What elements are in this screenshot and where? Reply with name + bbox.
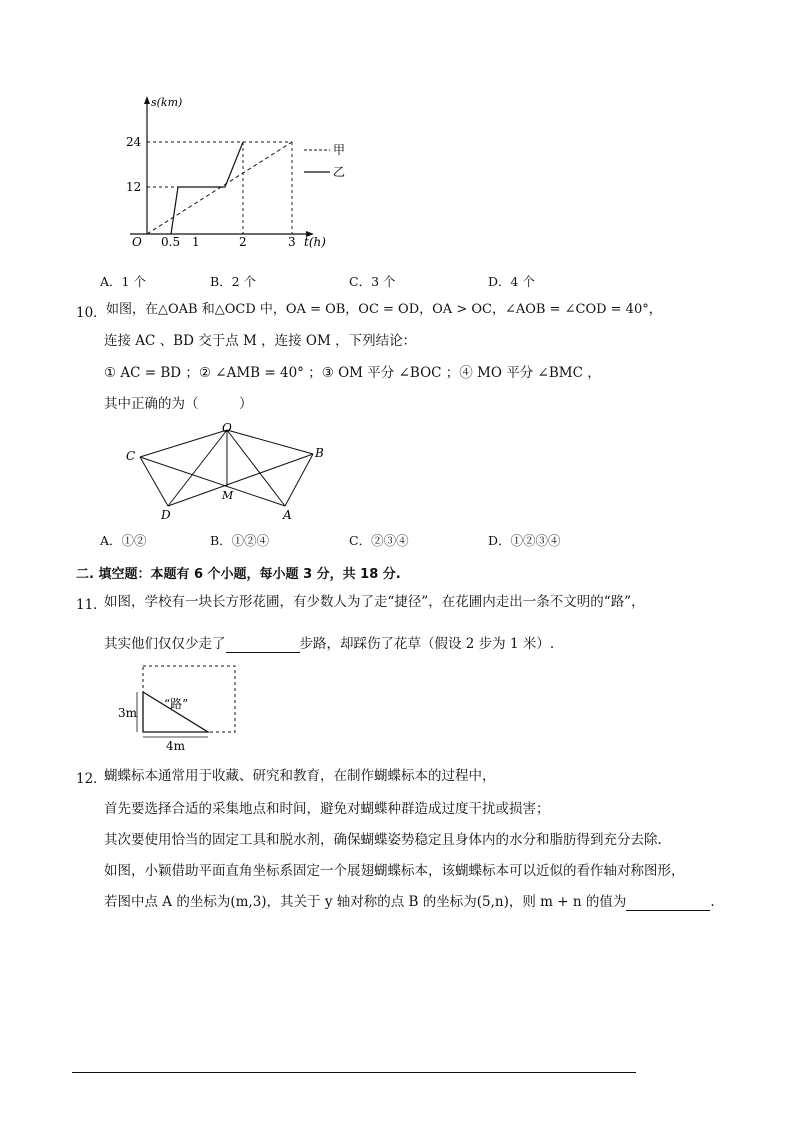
q12-line1: 蝴蝶标本通常用于收藏、研究和教育，在制作蝴蝶标本的过程中， <box>104 768 496 784</box>
q11-answer-blank[interactable] <box>226 638 300 653</box>
x-tick-3: 3 <box>288 235 296 249</box>
series-jia-line <box>147 142 292 234</box>
q9-option-c[interactable]: C．3 个 <box>349 274 396 289</box>
section-2-heading: 二. 填空题：本题有 6 个小题，每小题 3 分，共 18 分. <box>76 567 401 582</box>
label-M: M <box>222 489 234 502</box>
q10-option-b[interactable]: B．①②④ <box>210 533 270 548</box>
road-label: “路” <box>164 697 189 711</box>
seg-AC <box>140 457 285 506</box>
label-3m: 3m <box>118 706 138 720</box>
x-tick-1: 1 <box>192 235 200 249</box>
label-C: C <box>126 449 136 463</box>
label-A: A <box>283 508 292 520</box>
seg-OD <box>168 430 227 506</box>
y-axis-label: s(km) <box>151 96 183 109</box>
q11-line2-pre: 其实他们仅仅少走了 <box>104 636 226 652</box>
seg-OC <box>140 430 227 457</box>
label-B: B <box>315 446 324 460</box>
seg-BD <box>168 454 313 506</box>
q12-line4: 如图，小颖借助平面直角坐标系固定一个展翅蝴蝶标本，该蝴蝶标本可以近似的看作轴对称图形， <box>104 863 685 879</box>
q10-line2: 连接 AC 、BD 交于点 M ，连接 OM ，下列结论： <box>104 333 417 349</box>
q11-line1: 如图，学校有一块长方形花圃，有少数人为了走“捷径”，在花圃内走出一条不文明的“路”， <box>104 594 645 610</box>
q10-option-a[interactable]: A．①② <box>100 533 147 548</box>
label-O: O <box>222 421 232 435</box>
q11-line2-post: 步路，却踩伤了花草（假设 2 步为 1 米）. <box>299 636 555 652</box>
q10-line1: 如图，在△OAB 和△OCD 中，OA = OB，OC = OD，OA > OC，∠AOB = ∠COD = 40°， <box>106 302 662 317</box>
q11-number: 11． <box>76 597 107 613</box>
label-4m: 4m <box>166 739 186 752</box>
q10-line3: ① AC = BD ；② ∠AMB = 40° ；③ OM 平分 ∠BOC ；④ MO 平分 ∠BMC ， <box>104 365 601 381</box>
q12-number: 12． <box>76 771 107 787</box>
q9-distance-time-graph <box>120 92 380 252</box>
q12-line2: 首先要选择合适的采集地点和时间，避免对蝴蝶种群造成过度干扰或损害； <box>104 801 550 817</box>
x-tick-2: 2 <box>239 235 247 249</box>
q9-option-d[interactable]: D．4 个 <box>488 274 535 289</box>
q10-line4: 其中正确的为（ ） <box>104 396 253 412</box>
q12-line5 <box>104 893 715 911</box>
q11-line2 <box>104 635 554 653</box>
legend-yi-label: 乙 <box>333 165 346 179</box>
q10-number: 10． <box>76 305 107 321</box>
q10-option-d[interactable]: D．①②③④ <box>488 533 561 548</box>
series-yi-line <box>171 142 243 234</box>
legend-jia-label: 甲 <box>333 143 346 157</box>
y-tick-24: 24 <box>126 135 142 149</box>
x-axis-label: t(h) <box>304 235 326 249</box>
footer-rule <box>72 1072 636 1073</box>
garden-rect <box>143 666 235 732</box>
seg-AB <box>285 454 313 506</box>
y-tick-12: 12 <box>126 180 142 194</box>
q9-option-b[interactable]: B．2 个 <box>210 274 257 289</box>
q12-answer-blank[interactable] <box>626 896 710 911</box>
origin-label: O <box>132 235 142 249</box>
label-D: D <box>161 508 171 520</box>
q12-line5-pre: 若图中点 A 的坐标为(m,3)，其关于 y 轴对称的点 B 的坐标为(5,n)，则 m + n 的值为 <box>104 894 627 910</box>
seg-OB <box>227 430 313 454</box>
seg-OA <box>227 430 285 506</box>
seg-CD <box>140 457 168 506</box>
y-axis-arrow <box>144 96 150 104</box>
q12-line5-post: . <box>710 894 715 910</box>
x-tick-0-5: 0.5 <box>161 235 181 249</box>
q10-triangle-figure <box>120 420 330 520</box>
q9-option-a[interactable]: A．1 个 <box>100 274 146 289</box>
q12-line3: 其次要使用恰当的固定工具和脱水剂，确保蝴蝶姿势稳定且身体内的水分和脂肪得到充分去除. <box>104 832 662 848</box>
q11-garden-figure <box>112 660 242 752</box>
q10-option-c[interactable]: C．②③④ <box>349 533 409 548</box>
